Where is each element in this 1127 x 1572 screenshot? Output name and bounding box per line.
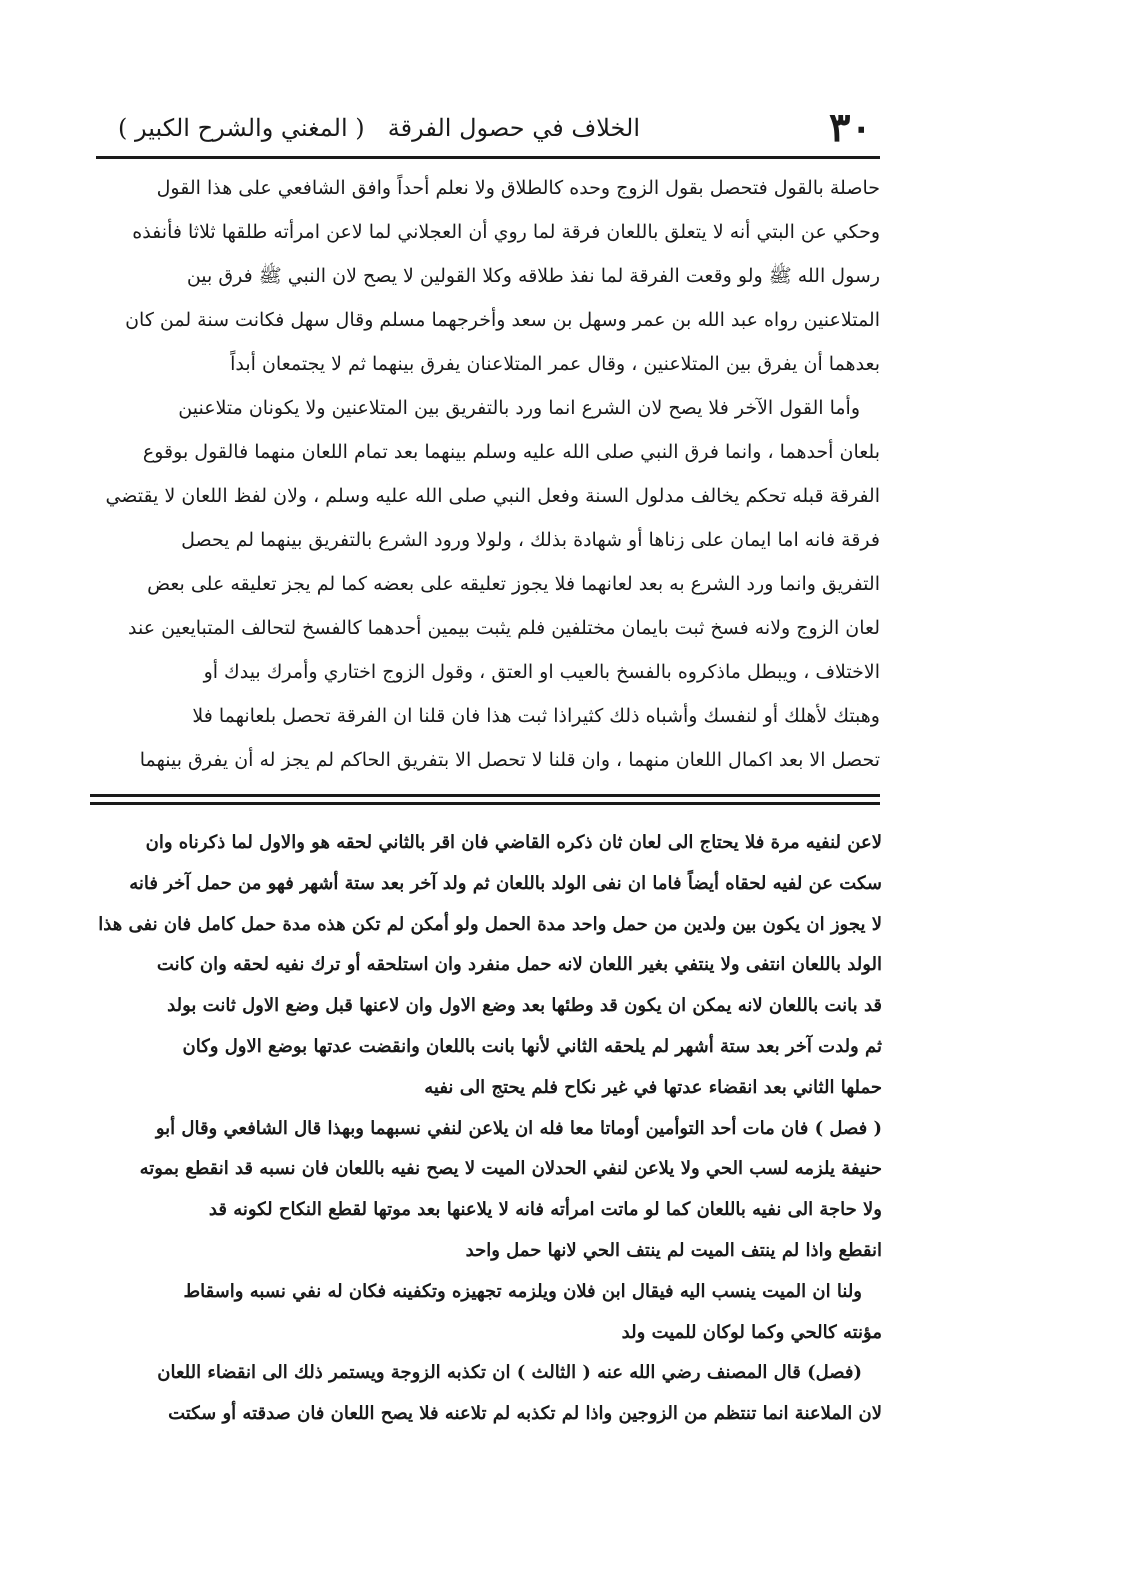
commentary-line: ولا حاجة الى نفيه باللعان كما لو ماتت امرأته فانه لا يلاعنها بعد موتها لقطع النكاح لكونه قد — [208, 1199, 882, 1221]
main-text-line: فرقة فانه اما ايمان على زناها أو شهادة بذلك ، ولولا ورود الشرع بالتفريق بينهما لم يحصل — [181, 529, 880, 551]
running-title: الخلاف في حصول الفرقة — [387, 114, 640, 142]
header-rule — [96, 156, 880, 159]
main-text-line: المتلاعنين رواه عبد الله بن عمر وسهل بن سعد وأخرجهما مسلم وقال سهل فكانت سنة لمن كان — [125, 309, 880, 331]
commentary-line: ثم ولدت آخر بعد ستة أشهر لم يلحقه الثاني لأنها بانت باللعان وانقضت عدتها بوضع الاول وكان — [182, 1035, 882, 1057]
main-text-line: وحكي عن البتي أنه لا يتعلق باللعان فرقة لما روي أن العجلاني لما لاعن امرأته طلقها ثلاثا فأنفذه — [132, 221, 880, 243]
page-header — [96, 104, 880, 152]
commentary-text — [88, 823, 882, 1435]
commentary-line: الولد باللعان انتفى ولا ينتفي بغير اللعان لانه حمل منفرد وان استلحقه أو ترك نفيه لحقه وان كانت — [156, 954, 882, 976]
commentary-line: انقطع واذا لم ينتف الميت لم ينتف الحي لانها حمل واحد — [465, 1239, 882, 1261]
main-text-line: الاختلاف ، ويبطل ماذكروه بالفسخ بالعيب او العتق ، وقول الزوج اختاري وأمرك بيدك أو — [203, 661, 880, 683]
commentary-line: قد بانت باللعان لانه يمكن ان يكون قد وطئها بعد وضع الاول وان لاعنها قبل وضع الاول ثانت بولد — [167, 995, 882, 1017]
main-text-line: وأما القول الآخر فلا يصح لان الشرع انما ورد بالتفريق بين المتلاعنين ولا يكونان متلاعنين — [178, 397, 860, 419]
separator-rule-top — [90, 794, 880, 797]
main-text-line: الفرقة قبله تحكم يخالف مدلول السنة وفعل النبي صلى الله عليه وسلم ، ولان لفظ اللعان لا يقتضي — [105, 485, 880, 507]
commentary-line: حنيفة يلزمه لسب الحي ولا يلاعن لنفي الحدلان الميت لا يصح نفيه باللعان فان نسبه قد انقطع بموته — [139, 1158, 882, 1180]
commentary-line: ( فصل ) فان مات أحد التوأمين أوماتا معا فله ان يلاعن لنفي نسبهما وبهذا قال الشافعي وقال أبو — [155, 1117, 882, 1139]
main-text-line: لعان الزوج ولانه فسخ ثبت بايمان مختلفين فلم يثبت بيمين أحدهما كالفسخ لتحالف المتبايعين عند — [128, 617, 880, 639]
main-text — [90, 166, 880, 782]
commentary-line: سكت عن لفيه لحقاه أيضاً فاما ان نفى الولد باللعان ثم ولد آخر بعد ستة أشهر فهو من حمل آخر فانه — [129, 872, 882, 894]
commentary-line: لاعن لنفيه مرة فلا يحتاج الى لعان ثان ذكره القاضي فان اقر بالثاني لحقه هو والاول لما ذكرناه وان — [145, 832, 882, 853]
main-text-line: وهبتك لأهلك أو لنفسك وأشباه ذلك كثيراذا ثبت هذا فان قلنا ان الفرقة تحصل بلعانهما فلا — [192, 705, 880, 727]
commentary-line: لان الملاعنة انما تنتظم من الزوجين واذا لم تكذبه لم تلاعنه فلا يصح اللعان فان صدقته أو سكتت — [168, 1403, 882, 1425]
main-text-line: بعدهما أن يفرق بين المتلاعنين ، وقال عمر المتلاعنان يفرق بينهما ثم لا يجتمعان أبداً — [230, 353, 880, 375]
book-title: ( المغني والشرح الكبير ) — [118, 114, 365, 142]
main-text-line: حاصلة بالقول فتحصل بقول الزوج وحده كالطلاق ولا نعلم أحداً وافق الشافعي على هذا القول — [156, 177, 880, 199]
main-text-line: تحصل الا بعد اكمال اللعان منهما ، وان قلنا لا تحصل الا بتفريق الحاكم لم يجز له أن يفرق بينهما — [139, 749, 880, 771]
main-text-line: التفريق وانما ورد الشرع به بعد لعانهما فلا يجوز تعليقه على بعضه كما لم يجز تعليقه على بعض — [147, 573, 880, 595]
commentary-line: ولنا ان الميت ينسب اليه فيقال ابن فلان ويلزمه تجهيزه وتكفينه فكان له نفي نسبه واسقاط — [183, 1280, 862, 1302]
page-number: ٣٠ — [829, 104, 872, 151]
commentary-line: حملها الثاني بعد انقضاء عدتها في غير نكاح فلم يحتج الى نفيه — [424, 1076, 882, 1098]
commentary-line: مؤنته كالحي وكما لوكان للميت ولد — [621, 1321, 882, 1343]
commentary-line: (فصل) قال المصنف رضي الله عنه ( الثالث ) ان تكذبه الزوجة ويستمر ذلك الى انقضاء اللعان — [157, 1362, 862, 1384]
commentary-line: لا يجوز ان يكون بين ولدين من حمل واحد مدة الحمل ولو أمكن لم تكن هذه مدة حمل كامل فان نفى هذا — [98, 913, 882, 935]
main-text-line: رسول الله ﷺ ولو وقعت الفرقة لما نفذ طلاقه وكلا القولين لا يصح لان النبي ﷺ فرق بين — [186, 265, 880, 287]
main-text-line: بلعان أحدهما ، وانما فرق النبي صلى الله عليه وسلم بينهما بعد تمام اللعان منهما فالقول بوقوع — [142, 441, 880, 463]
separator-rule-bottom — [90, 802, 880, 805]
